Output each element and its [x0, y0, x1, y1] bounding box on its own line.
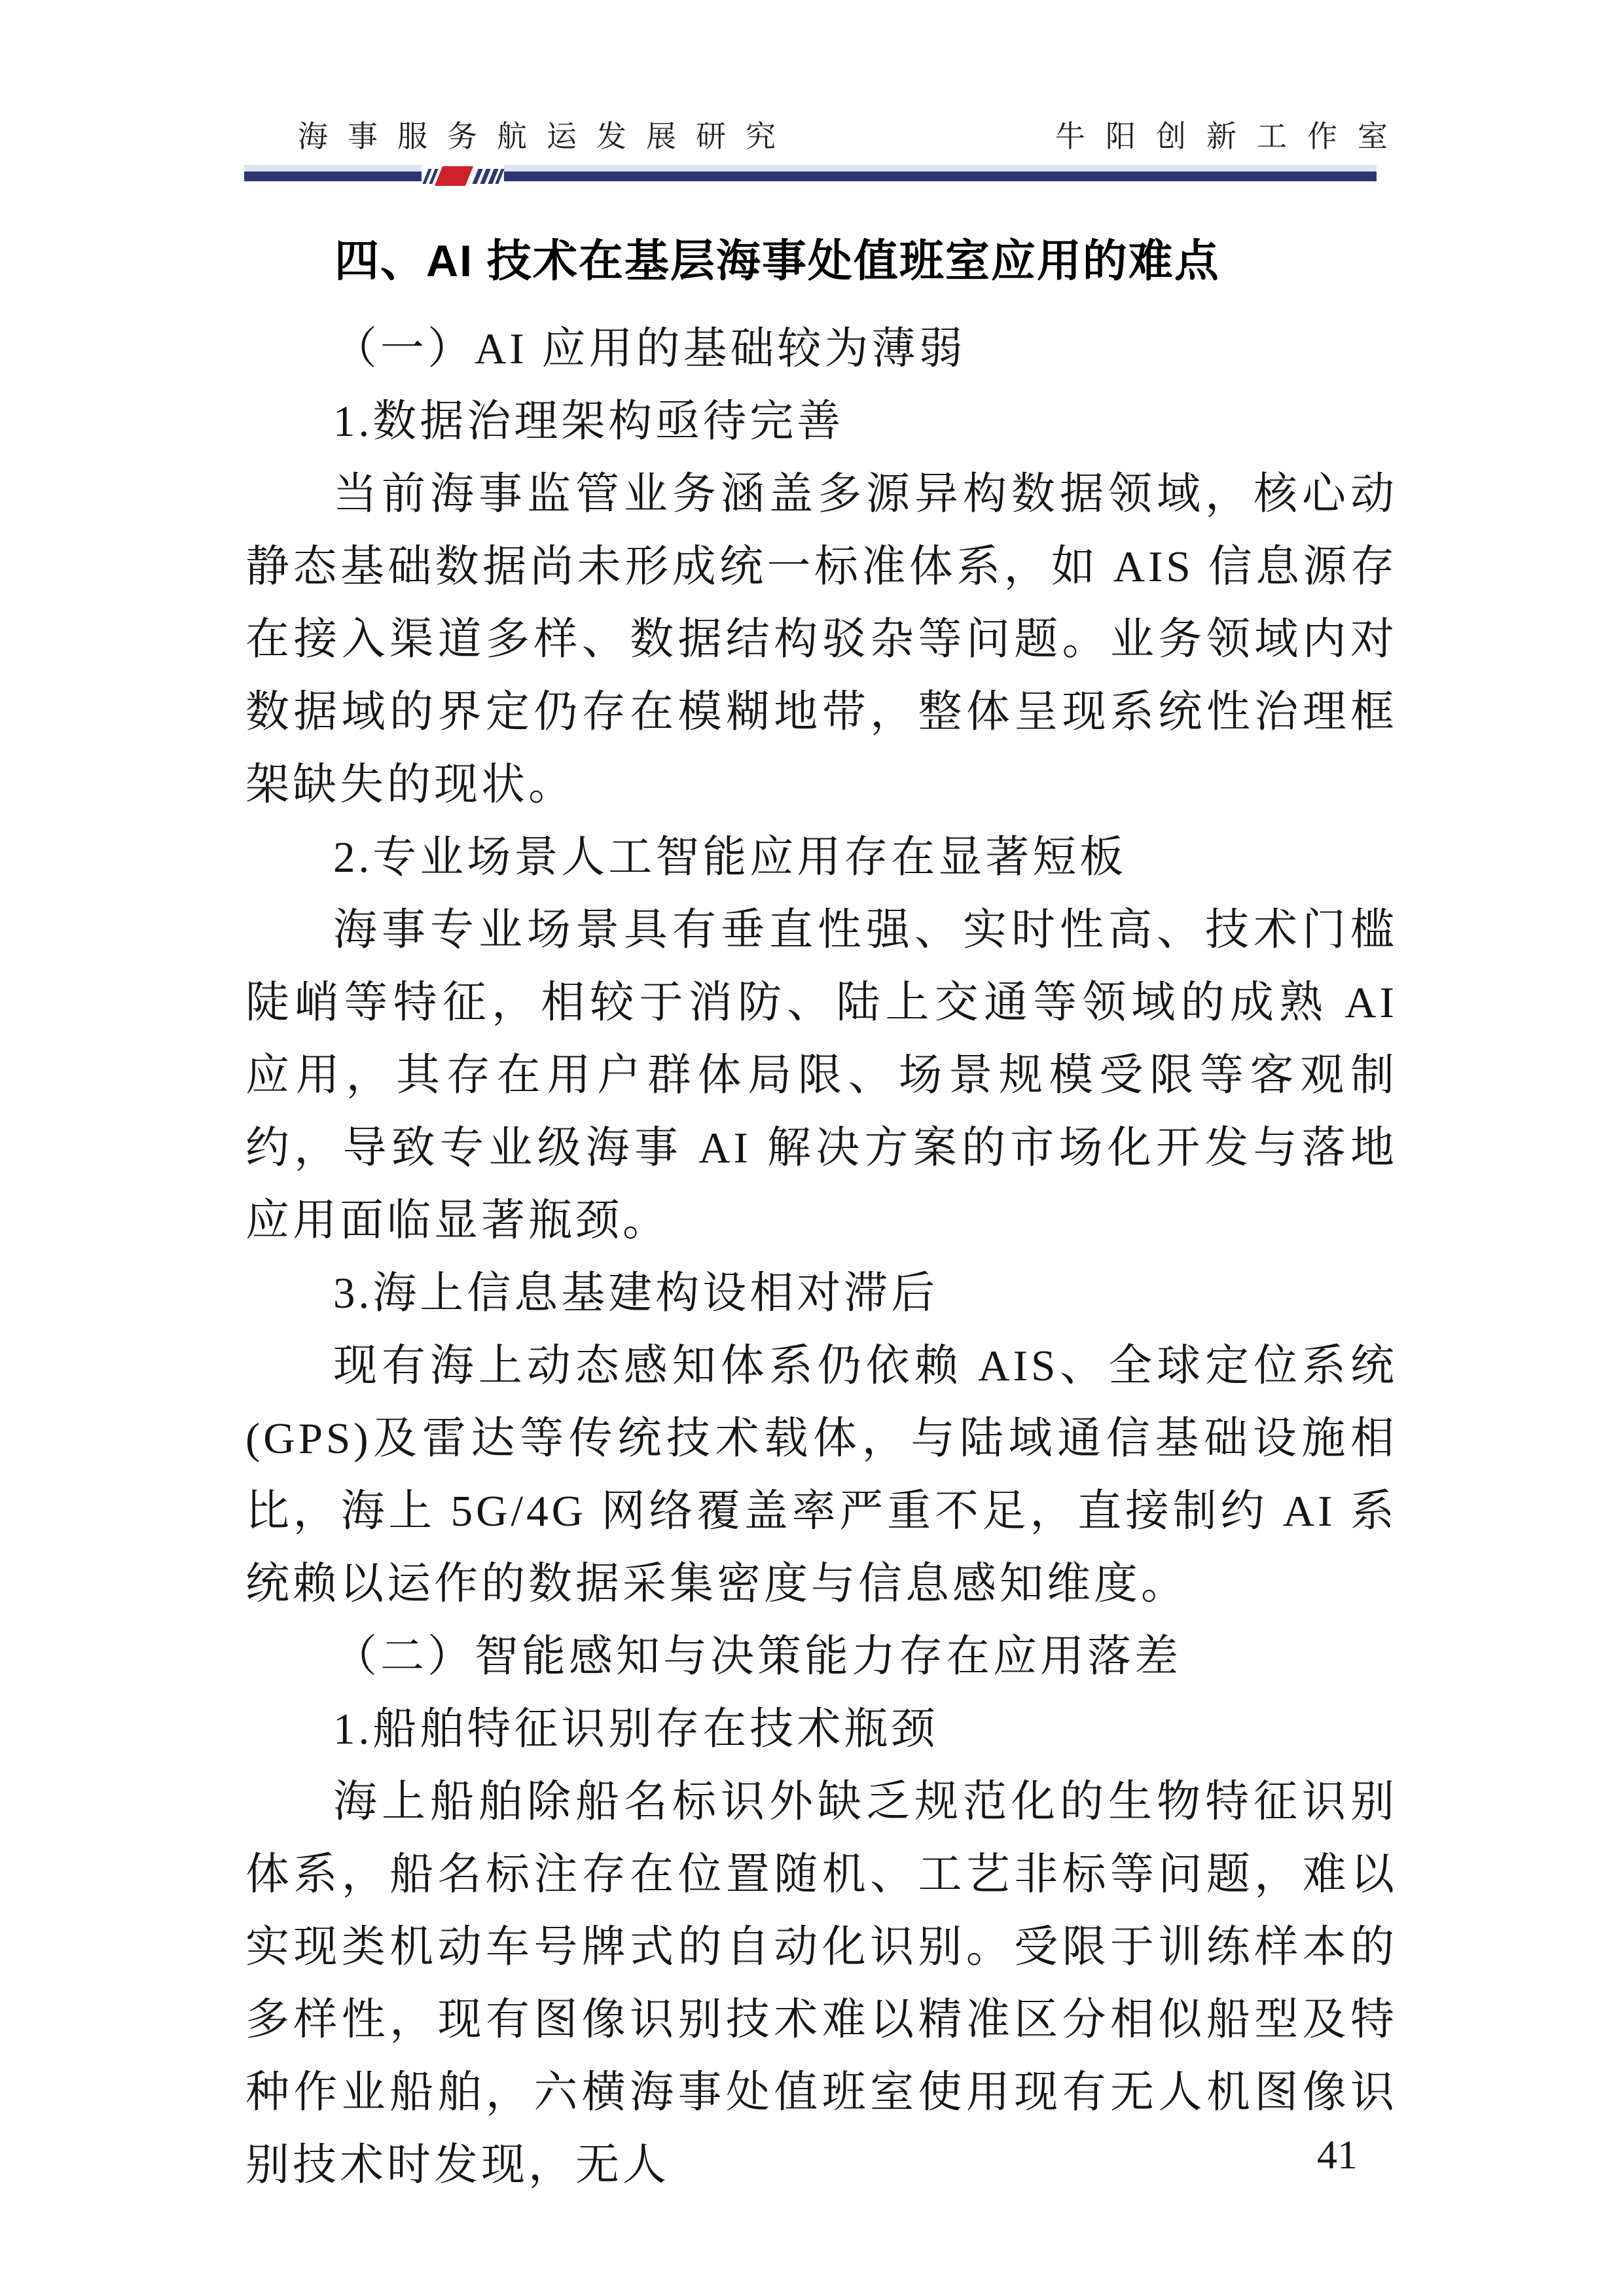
body-paragraph: 现有海上动态感知体系仍依赖 AIS、全球定位系统(GPS)及雷达等传统技术载体，与陆域通信基础设施相比，海上 5G/4G 网络覆盖率严重不足，直接制约 AI 系统赖以运作的数据采集密度与信息感知维度。	[245, 1342, 1398, 1608]
header-right-title: 牛阳创新工作室	[1055, 120, 1408, 153]
page-number: 41	[1317, 2133, 1358, 2178]
header-left-title: 海事服务航运发展研究	[298, 120, 795, 153]
subsection-heading: （二）智能感知与决策能力存在应用落差	[333, 1632, 1182, 1681]
decoration-red-parallelogram	[435, 166, 473, 186]
body-paragraph: 海事专业场景具有垂直性强、实时性高、技术门槛陡峭等特征，相较于消防、陆上交通等领域的成熟 AI 应用，其存在用户群体局限、场景规模受限等客观制约，导致专业级海事 AI 解决方案的市场化开发与落地应用面临显著瓶颈。	[245, 906, 1398, 1245]
numbered-heading: 1.数据治理架构亟待完善	[333, 397, 844, 446]
header-rule-decoration	[422, 164, 504, 188]
subsection-heading: （一）AI 应用的基础较为薄弱	[333, 325, 966, 373]
header-rule	[244, 171, 1377, 181]
numbered-heading: 1.船舶特征识别存在技术瓶颈	[333, 1705, 939, 1753]
section-title: 四、AI 技术在基层海事处值班室应用的难点	[334, 236, 1220, 286]
body-paragraph: 海上船舶除船名标识外缺乏规范化的生物特征识别体系，船名标注存在位置随机、工艺非标等问题，难以实现类机动车号牌式的自动化识别。受限于训练样本的多样性，现有图像识别技术难以精准区分相似船型及特种作业船舶，六横海事处值班室使用现有无人机图像识别技术时发现，无人	[245, 1778, 1398, 2189]
body-paragraph: 当前海事监管业务涵盖多源异构数据领域，核心动静态基础数据尚未形成统一标准体系，如 AIS 信息源存在接入渠道多样、数据结构驳杂等问题。业务领域内对数据域的界定仍存在模糊地带，整体呈现系统性治理框架缺失的现状。	[245, 470, 1398, 809]
numbered-heading: 2.专业场景人工智能应用存在显著短板	[333, 833, 1127, 882]
header-rule-light-band	[244, 165, 1377, 171]
numbered-heading: 3.海上信息基建构设相对滞后	[333, 1269, 939, 1318]
document-body	[245, 221, 1398, 2202]
